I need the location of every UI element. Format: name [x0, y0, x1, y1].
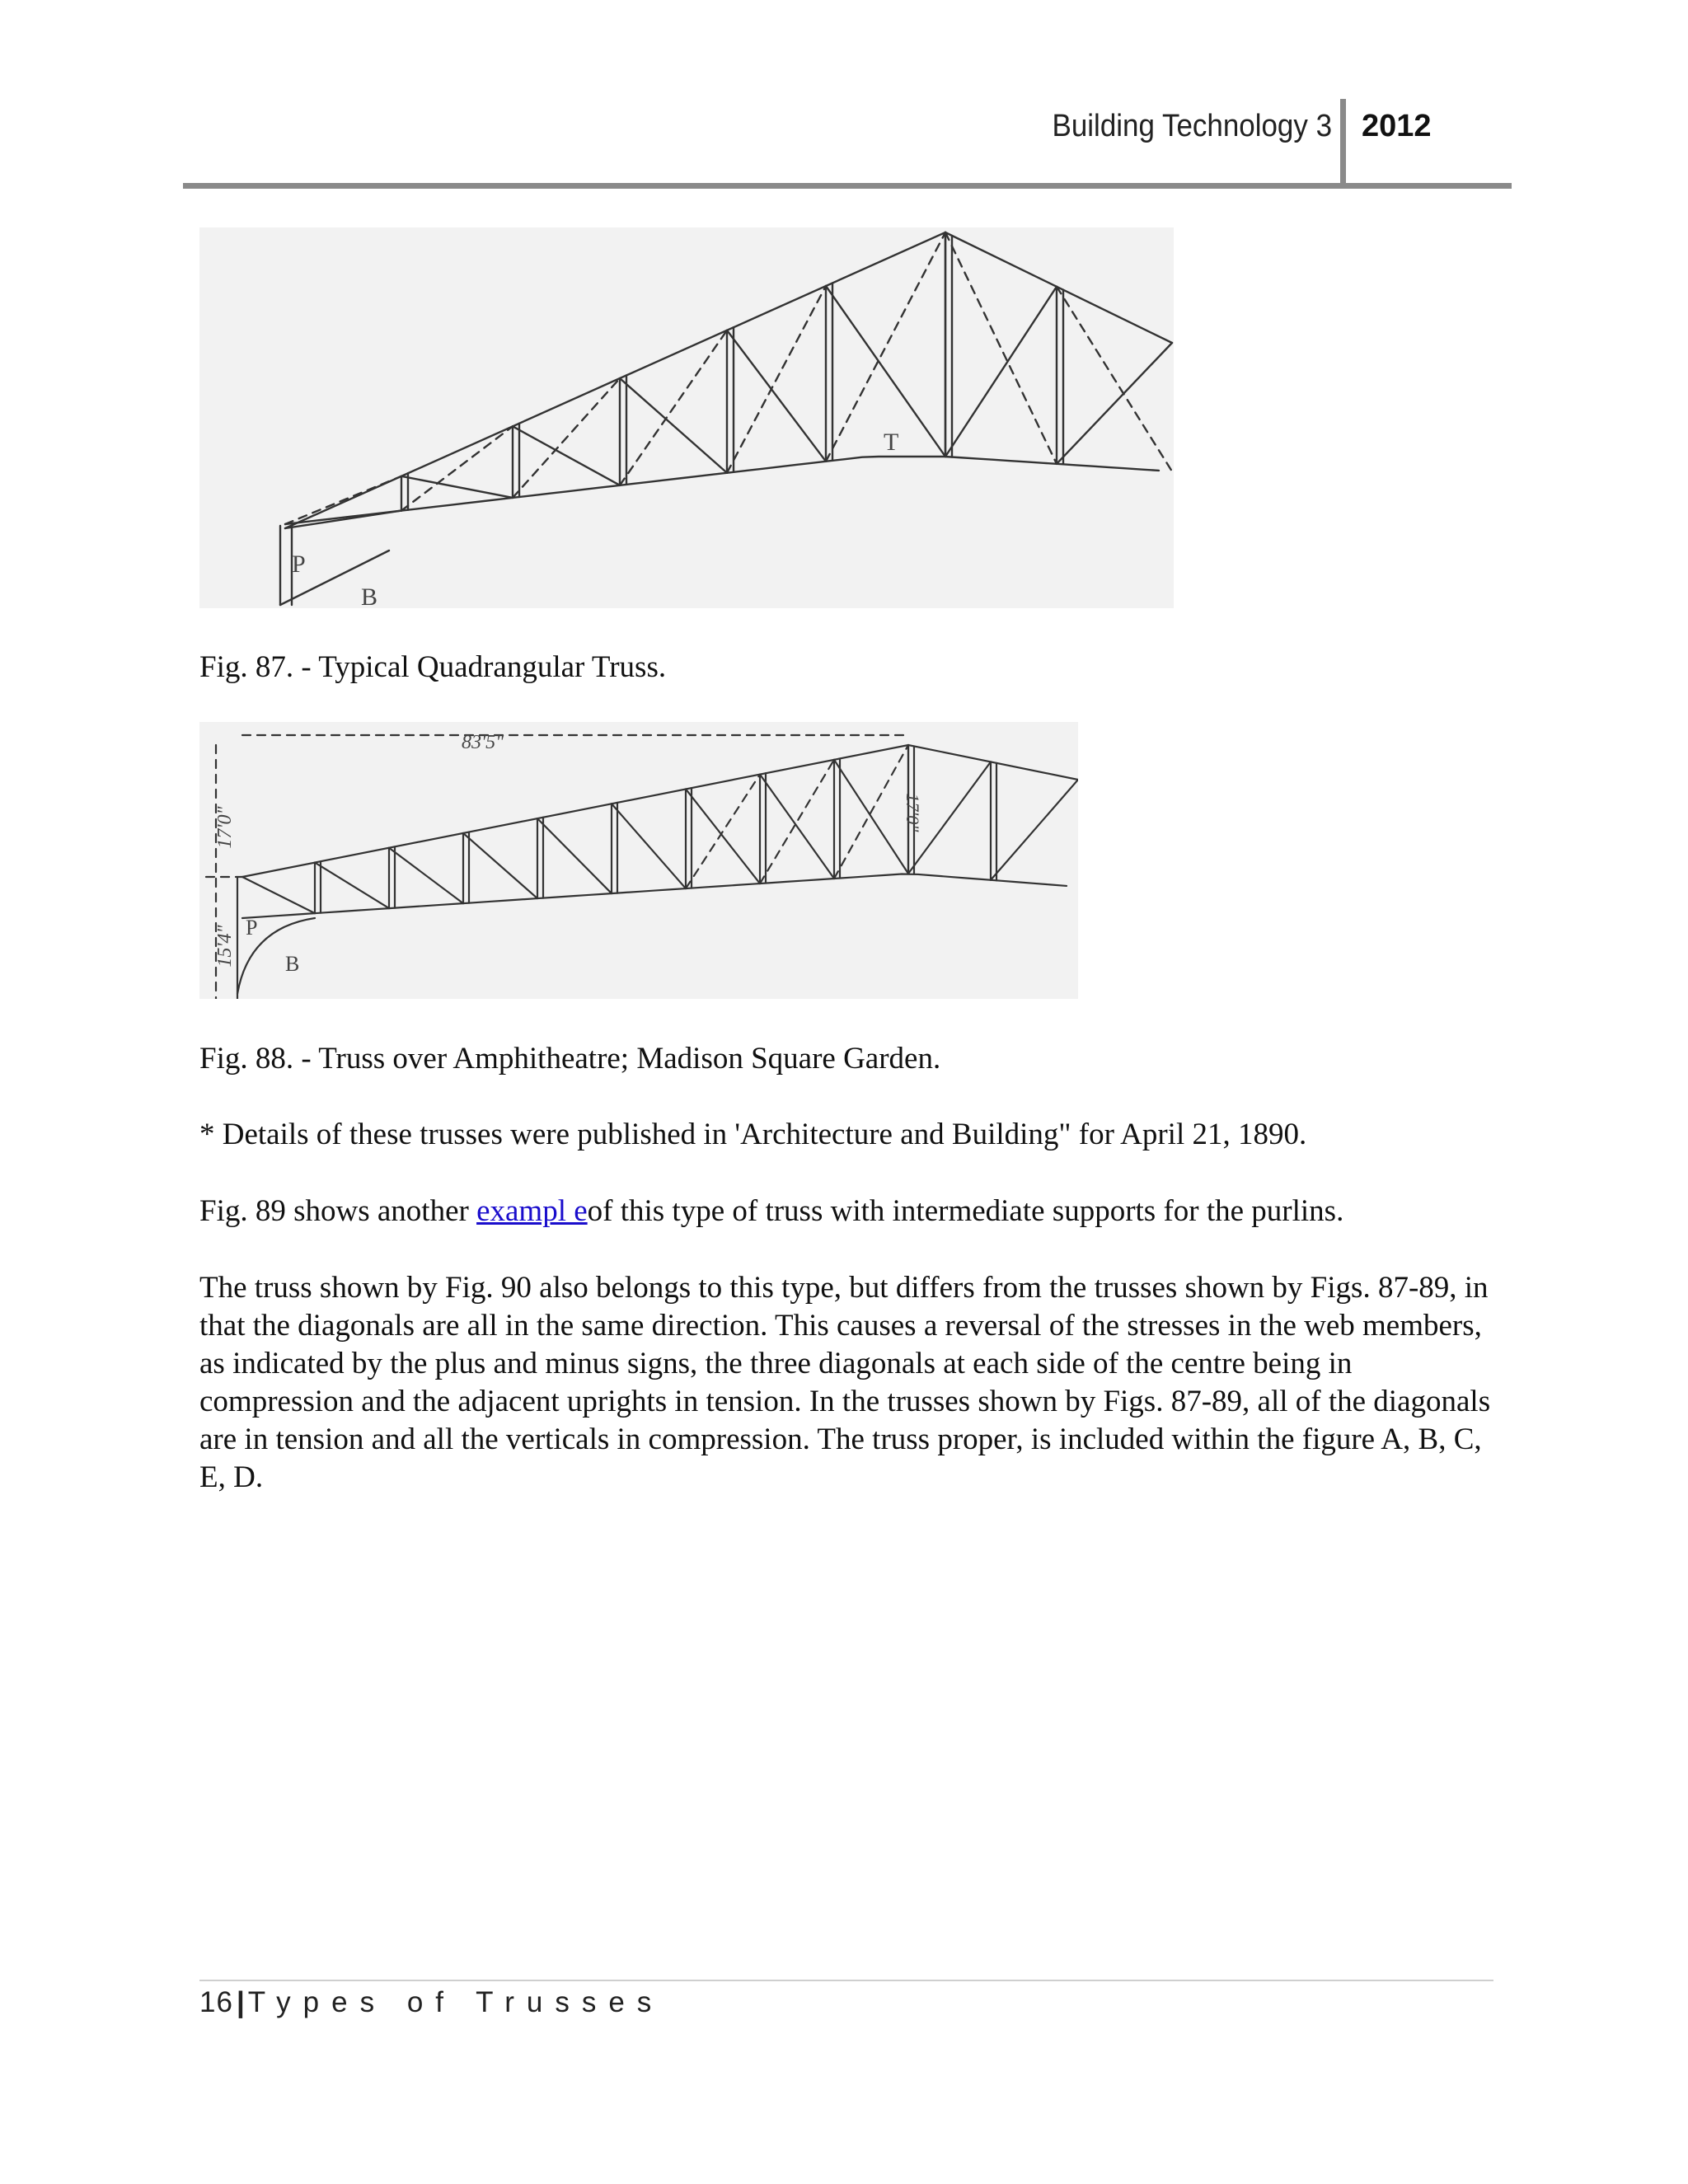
- truss-member: [389, 848, 463, 903]
- truss-member: [686, 775, 760, 888]
- truss-member: [834, 760, 908, 874]
- footer-separator: |: [236, 1986, 245, 2018]
- example-link[interactable]: exampl e: [476, 1194, 588, 1228]
- figure-87-label-b: B: [361, 583, 378, 608]
- figure-87-members: [280, 232, 1172, 605]
- paragraph-fig-89-tail: of this type of truss with intermediate supports for the purlins.: [587, 1194, 1344, 1228]
- truss-member: [760, 775, 834, 879]
- page-footer: [199, 1986, 663, 2019]
- figure-88-dimension-rise: 17'0": [214, 806, 236, 849]
- footer-section-title: Types of Trusses: [247, 1986, 664, 2018]
- paragraph-fig-89: [199, 1193, 1493, 1230]
- header-rule: [183, 183, 1512, 189]
- paragraph-fig-90: The truss shown by Fig. 90 also belongs to this type, but differs from the trusses shown by Figs. 87-89, in that the diagonals are all in the same direction. This causes a reversal of the stresses in the web members, as indicated by the plus and minus signs, the three diagonals at each side of the centre being in compression and the adjacent uprights in tension. In the trusses shown by Figs. 87-89, all of the diagonals are in tension and all the verticals in compression. The truss proper, is included within the figure A, B, C, E, D.: [199, 1271, 1491, 1494]
- truss-member: [315, 863, 389, 909]
- header-title: Building Technology 3: [1052, 109, 1332, 143]
- figure-87-bottom-chord: [285, 457, 1159, 524]
- truss-member: [401, 476, 513, 498]
- figure-87-top-chord: [285, 232, 1172, 528]
- figure-87-label-t: T: [884, 429, 899, 456]
- truss-member: [945, 287, 1057, 457]
- figure-88-label-p: P: [246, 916, 258, 940]
- paragraph-fig-89-lead: Fig. 89 shows another: [199, 1194, 477, 1228]
- figure-88-svg: [199, 722, 1078, 999]
- truss-member: [620, 378, 727, 473]
- figure-87-svg: [199, 227, 1174, 608]
- header-divider: [1340, 99, 1346, 186]
- truss-member: [537, 818, 612, 893]
- truss-member: [1057, 343, 1172, 464]
- truss-member: [727, 330, 826, 462]
- page-number: 16: [199, 1986, 233, 2018]
- truss-member: [612, 804, 686, 888]
- figure-87-caption: Fig. 87. - Typical Quadrangular Truss.: [199, 650, 667, 684]
- truss-member: [727, 286, 826, 473]
- truss-member: [760, 760, 834, 883]
- truss-member: [463, 833, 537, 898]
- figure-88-top-chord: [242, 745, 1078, 877]
- figure-88-members: [206, 735, 1078, 999]
- figure-88-truss-drawing: [199, 722, 1078, 999]
- footnote-paragraph: * Details of these trusses were published in 'Architecture and Building" for April 21, 1890.: [199, 1118, 1307, 1151]
- figure-87-truss-drawing: [199, 227, 1174, 608]
- truss-member: [834, 745, 908, 879]
- truss-member: [686, 789, 760, 883]
- figure-88-bottom-chord: [242, 874, 1067, 918]
- truss-member: [242, 877, 315, 913]
- figure-88-dimension-center: 17'0": [903, 793, 923, 832]
- truss-member: [945, 232, 1057, 464]
- header-year: 2012: [1362, 109, 1432, 143]
- figure-88-caption: Fig. 88. - Truss over Amphitheatre; Madison Square Garden.: [199, 1042, 941, 1076]
- figure-88-label-b: B: [285, 952, 300, 976]
- figure-88-dimension-span: 83'5": [462, 732, 504, 753]
- figure-88-dimension-post: 15'4": [214, 925, 236, 968]
- truss-member: [826, 232, 945, 462]
- truss-member: [513, 378, 620, 498]
- truss-member: [513, 426, 620, 485]
- figure-87-label-p: P: [292, 551, 306, 578]
- truss-member: [991, 780, 1078, 880]
- footer-rule: [199, 1980, 1493, 1981]
